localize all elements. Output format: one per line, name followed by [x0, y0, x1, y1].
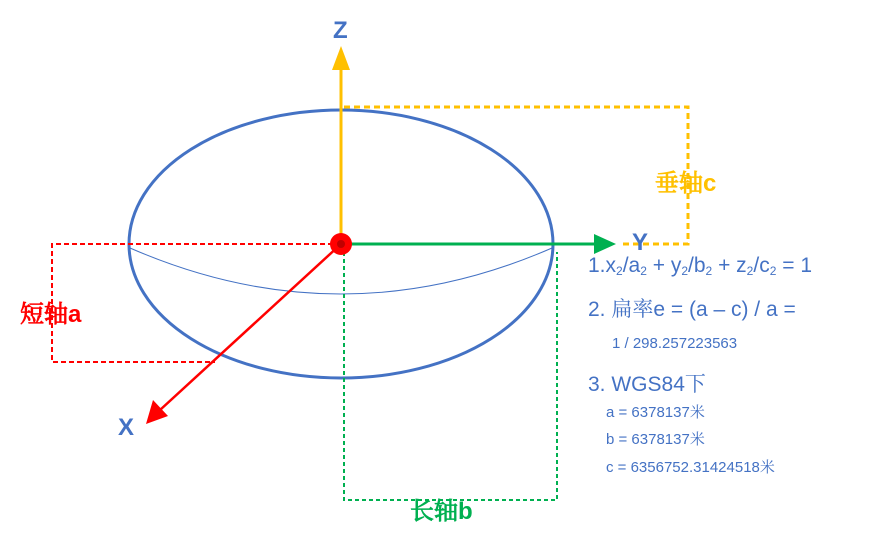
- flattening-formula: 2. 扁率e = (a – c) / a =: [588, 298, 796, 321]
- c-value: c = 6356752.31424518米: [606, 459, 775, 476]
- vertical-axis-label: 垂轴c: [655, 170, 717, 197]
- b-value: b = 6378137米: [606, 431, 705, 448]
- x-axis-arrowhead: [146, 400, 168, 424]
- wgs84-heading: 3. WGS84下: [588, 373, 706, 396]
- x-axis-line: [160, 244, 341, 410]
- y-axis-arrowhead: [594, 234, 616, 254]
- ellipsoid-equation: $1.x_2/a_2 + y_2/b_2 + z_2/c_2 = 1$: [588, 254, 813, 278]
- origin-center: [337, 240, 345, 248]
- x-axis-label: X: [118, 414, 135, 441]
- short-axis-guide: [52, 244, 341, 362]
- a-value: a = 6378137米: [606, 404, 705, 421]
- z-axis-label: Z: [333, 17, 348, 44]
- vertical-axis-guide: [344, 107, 688, 244]
- y-axis-label: Y: [632, 229, 649, 256]
- long-axis-label: 长轴b: [410, 498, 473, 525]
- short-axis-label: 短轴a: [20, 301, 82, 328]
- z-axis-arrowhead: [332, 46, 350, 70]
- flattening-value: 1 / 298.257223563: [612, 335, 738, 352]
